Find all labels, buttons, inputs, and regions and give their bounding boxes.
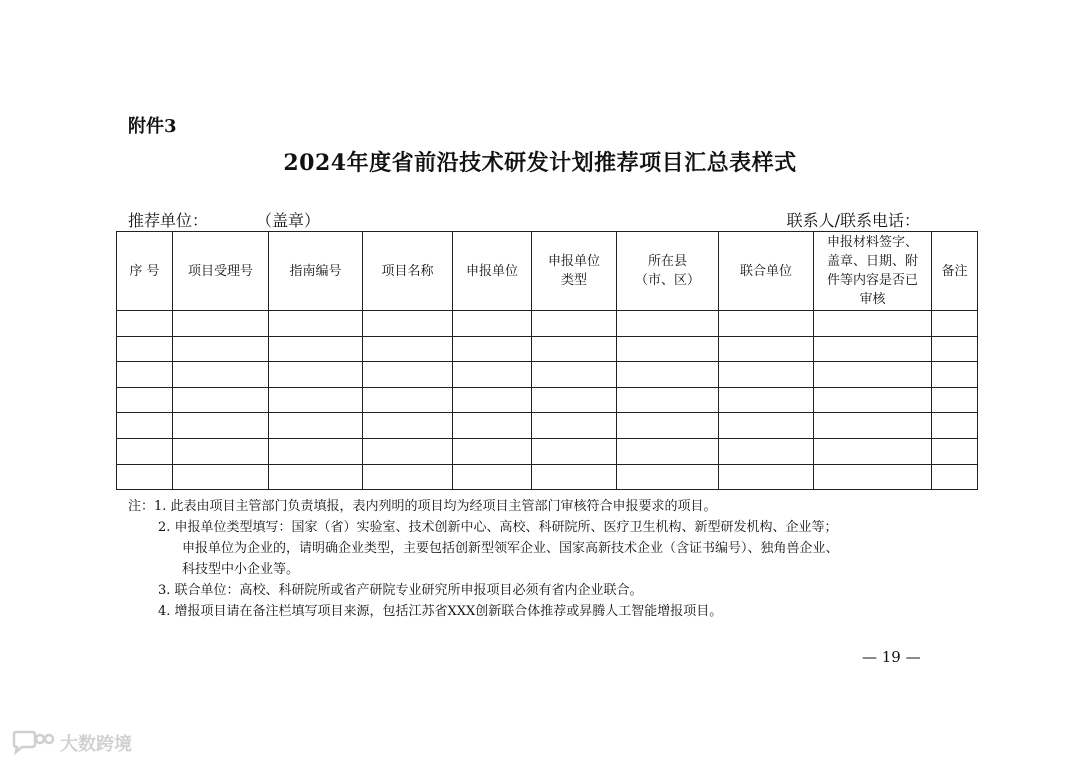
table-cell[interactable]: [532, 362, 617, 388]
table-cell[interactable]: [532, 413, 617, 439]
table-cell[interactable]: [814, 464, 932, 490]
table-row: [117, 311, 978, 337]
table-row: [117, 362, 978, 388]
table-cell[interactable]: [269, 413, 363, 439]
table-cell[interactable]: [269, 438, 363, 464]
table-cell[interactable]: [453, 311, 532, 337]
table-cell[interactable]: [617, 413, 719, 439]
table-row: [117, 464, 978, 490]
column-header-project-name: 项目名称: [363, 232, 453, 311]
table-cell[interactable]: [719, 413, 814, 439]
table-cell[interactable]: [269, 311, 363, 337]
table-cell[interactable]: [363, 464, 453, 490]
recommending-unit-label: 推荐单位：: [128, 211, 209, 230]
table-cell[interactable]: [269, 336, 363, 362]
table-row: [117, 336, 978, 362]
table-cell[interactable]: [932, 438, 978, 464]
table-cell[interactable]: [814, 336, 932, 362]
table-cell[interactable]: [617, 387, 719, 413]
table-cell[interactable]: [453, 387, 532, 413]
table-cell[interactable]: [453, 464, 532, 490]
table-cell[interactable]: [617, 464, 719, 490]
watermark-text: 大数跨境: [60, 734, 132, 755]
table-cell[interactable]: [173, 438, 269, 464]
table-cell[interactable]: [719, 387, 814, 413]
attachment-label: 附件3: [128, 116, 177, 137]
table-cell[interactable]: [814, 362, 932, 388]
table-cell[interactable]: [269, 362, 363, 388]
recommending-unit-field: [128, 208, 320, 231]
column-header-acceptance-no: 项目受理号: [173, 232, 269, 311]
table-body: [117, 311, 978, 490]
note-line-6: 4. 增报项目请在备注栏填写项目来源，包括江苏省XXX创新联合体推荐或昇腾人工智能增报项目。: [158, 604, 723, 619]
watermark: [10, 730, 132, 756]
table-cell[interactable]: [719, 362, 814, 388]
table-cell[interactable]: [453, 438, 532, 464]
notes-section: [128, 496, 839, 622]
column-header-remarks: 备注: [932, 232, 978, 311]
table-cell[interactable]: [453, 362, 532, 388]
table-cell[interactable]: [173, 362, 269, 388]
table-cell[interactable]: [117, 336, 173, 362]
table-row: [117, 438, 978, 464]
chat-bubble-logo-icon: [10, 730, 54, 756]
seal-label: （盖章）: [256, 211, 321, 230]
table-cell[interactable]: [173, 311, 269, 337]
summary-table: [116, 231, 978, 490]
table-cell[interactable]: [363, 438, 453, 464]
table-cell[interactable]: [117, 362, 173, 388]
table-cell[interactable]: [932, 336, 978, 362]
table-cell[interactable]: [363, 311, 453, 337]
note-line-1: 注：1. 此表由项目主管部门负责填报，表内列明的项目均为经项目主管部门审核符合申报要求的项目。: [128, 499, 717, 514]
table-cell[interactable]: [173, 413, 269, 439]
table-cell[interactable]: [363, 413, 453, 439]
note-line-5: 3. 联合单位：高校、科研院所或省产研院专业研究所申报项目必须有省内企业联合。: [158, 583, 643, 598]
table-cell[interactable]: [117, 438, 173, 464]
table-cell[interactable]: [363, 336, 453, 362]
table-cell[interactable]: [117, 387, 173, 413]
table-cell[interactable]: [532, 387, 617, 413]
table-cell[interactable]: [117, 464, 173, 490]
table-cell[interactable]: [932, 311, 978, 337]
table-cell[interactable]: [532, 438, 617, 464]
table-cell[interactable]: [269, 387, 363, 413]
table-cell[interactable]: [117, 311, 173, 337]
table-cell[interactable]: [269, 464, 363, 490]
note-line-3: 申报单位为企业的，请明确企业类型，主要包括创新型领军企业、国家高新技术企业（含证书编号）、独角兽企业、: [182, 541, 839, 556]
table-cell[interactable]: [532, 464, 617, 490]
column-header-applicant: 申报单位: [453, 232, 532, 311]
document-title: 2024年度省前沿技术研发计划推荐项目汇总表样式: [283, 150, 797, 176]
table-cell[interactable]: [932, 387, 978, 413]
table-row: [117, 413, 978, 439]
table-cell[interactable]: [719, 438, 814, 464]
column-header-review-status: 申报材料签字、盖章、日期、附件等内容是否已审核: [814, 232, 932, 311]
table-cell[interactable]: [453, 413, 532, 439]
table-cell[interactable]: [173, 464, 269, 490]
table-cell[interactable]: [617, 362, 719, 388]
column-header-guide-no: 指南编号: [269, 232, 363, 311]
table-cell[interactable]: [814, 387, 932, 413]
table-cell[interactable]: [173, 387, 269, 413]
column-header-partner-unit: 联合单位: [719, 232, 814, 311]
table-cell[interactable]: [363, 362, 453, 388]
table-cell[interactable]: [617, 336, 719, 362]
note-line-4: 科技型中小企业等。: [182, 562, 300, 577]
column-header-serial: 序 号: [117, 232, 173, 311]
column-header-county: 所在县（市、区）: [617, 232, 719, 311]
table-cell[interactable]: [532, 336, 617, 362]
table-cell[interactable]: [719, 336, 814, 362]
column-header-applicant-type: 申报单位类型: [532, 232, 617, 311]
table-cell[interactable]: [532, 311, 617, 337]
table-cell[interactable]: [814, 311, 932, 337]
table-cell[interactable]: [814, 413, 932, 439]
table-header-row: [117, 232, 978, 311]
table-cell[interactable]: [617, 438, 719, 464]
table-cell[interactable]: [932, 464, 978, 490]
table-cell[interactable]: [117, 413, 173, 439]
table-cell[interactable]: [617, 311, 719, 337]
note-line-2: 2. 申报单位类型填写：国家（省）实验室、技术创新中心、高校、科研院所、医疗卫生机构、新型研发机构、企业等；: [158, 520, 838, 535]
table-cell[interactable]: [814, 438, 932, 464]
table-cell[interactable]: [719, 464, 814, 490]
table-cell[interactable]: [932, 362, 978, 388]
page-number: — 19 —: [862, 648, 921, 666]
table-cell[interactable]: [932, 413, 978, 439]
table-cell[interactable]: [173, 336, 269, 362]
table-cell[interactable]: [363, 387, 453, 413]
table-cell[interactable]: [719, 311, 814, 337]
contact-label: 联系人/联系电话：: [786, 211, 920, 230]
table-row: [117, 387, 978, 413]
table-cell[interactable]: [453, 336, 532, 362]
